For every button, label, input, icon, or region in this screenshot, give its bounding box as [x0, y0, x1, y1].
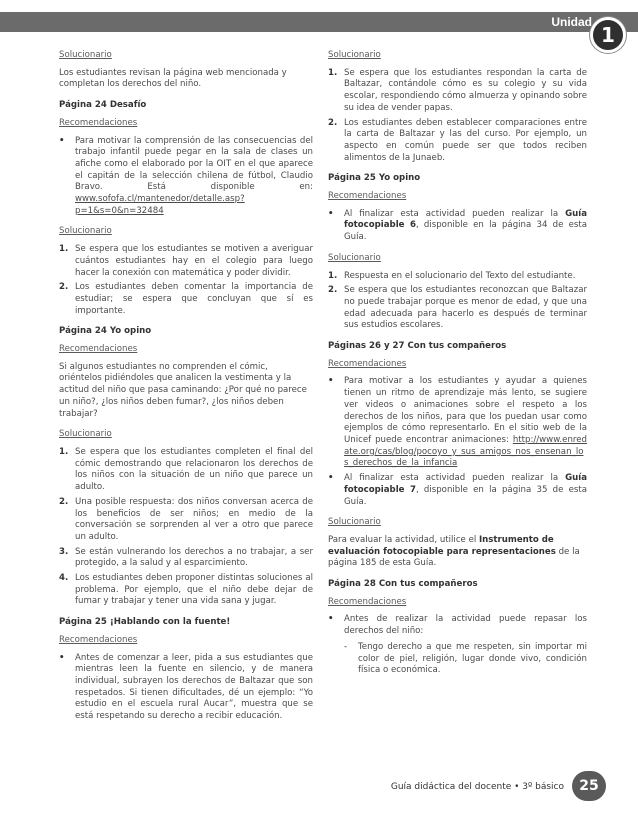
paragraph-text: Para evaluar la actividad, utilice el	[328, 534, 479, 545]
list-item-text: Respuesta en el solucionario del Texto del estudiante.	[344, 270, 576, 281]
list-item	[59, 653, 313, 723]
list-item-text: , disponible en la página 35 de esta Guía.	[344, 484, 588, 507]
list-item	[328, 376, 587, 470]
list-item-text: Antes de comenzar a leer, pida a sus estudiantes que mientras leen la fuente en silencio, y de manera individual, subrayen los derechos de Baltazar que son respetados. Si tienen dificultades, dé un ejemplo: “Yo estudio en el escuela rural Aucar”, muestra que se está respetando su derecho a recibir educación.	[75, 652, 313, 722]
bold-reference: Guía fotocopiable 7	[344, 473, 587, 495]
header-bar	[0, 12, 638, 32]
list-item-text: Se espera que los estudiantes reconozcan que Baltazar no puede trabajar porque es menor de edad, y que una edad adecuada para hacerlo es después de terminar sus estudios escolares.	[344, 285, 587, 331]
section-label: Solucionario	[328, 252, 381, 263]
list-item	[328, 68, 587, 115]
footer-text: Guía didáctica del docente • 3º básico	[390, 782, 564, 792]
list-item-text: Una posible respuesta: dos niños conversan acerca de los beneficios de ser niños; en medio de la conversación se sorprenden al ver a otro que parece un adulto.	[75, 496, 313, 542]
bullet-list	[328, 376, 587, 508]
list-item-text: Los estudiantes deben comentar la importancia de estudiar; se espera que concluyan que sí es importante.	[75, 282, 313, 316]
list-marker: 2.	[59, 282, 69, 293]
list-marker: 1.	[59, 244, 69, 255]
page-number: 25	[572, 771, 606, 801]
list-marker: 1.	[328, 67, 338, 78]
list-marker: 2.	[328, 117, 338, 128]
list-marker: •	[59, 135, 65, 146]
list-marker: •	[328, 376, 334, 387]
section-label: Solucionario	[328, 517, 381, 528]
paragraph-text: de la página 185 de esta Guía.	[328, 546, 580, 569]
list-item	[328, 614, 587, 677]
bullet-list	[328, 614, 587, 677]
list-item	[328, 118, 587, 165]
list-marker: •	[328, 614, 334, 625]
list-item	[328, 285, 587, 332]
list-marker: 1.	[59, 446, 69, 457]
bullet-list	[328, 209, 587, 244]
numbered-list	[59, 244, 313, 317]
list-item-text: Para motivar la comprensión de las consecuencias del trabajo infantil puede pegar en la sala de clases un afiche como el elaborado por la OIT en el que aparece el capitán de la selección chilena de fútbol, Claudio Bravo. Está disponible en:	[75, 135, 313, 193]
section-heading: Página 25 ¡Hablando con la fuente!	[59, 617, 231, 628]
list-item-text: Se están vulnerando los derechos a no trabajar, a ser protegido, a la salud y al esparcimiento.	[75, 546, 313, 569]
list-marker: 4.	[59, 573, 69, 584]
numbered-list	[328, 68, 587, 165]
list-marker: •	[328, 208, 334, 219]
list-item-text: Al finalizar esta actividad pueden realizar la	[344, 208, 566, 219]
right-column	[328, 50, 587, 686]
bullet-list	[59, 653, 313, 723]
list-item	[328, 271, 587, 283]
list-marker: 2.	[328, 285, 338, 296]
list-item-text: Los estudiantes deben proponer distintas soluciones al problema. Por ejemplo, que el niño debe dejar de fumar y trabajar y tener una vida sana y jugar.	[75, 573, 313, 607]
list-marker: 2.	[59, 496, 69, 507]
section-heading: Página 24 Yo opino	[59, 326, 152, 337]
reference-link[interactable]: www.sofofa.cl/mantenedor/detalle.asp?p=1&s=0&n=32484	[75, 194, 245, 216]
list-item-text: , disponible en la página 34 de esta Guía.	[344, 220, 588, 243]
section-heading: Página 24 Desafío	[59, 100, 147, 111]
list-marker: 3.	[59, 546, 69, 557]
list-item-text: Los estudiantes deben establecer comparaciones entre la carta de Baltazar y las del curso. Por ejemplo, un aspecto en común puede ser que todos reciben alimentos de la Junaeb.	[344, 117, 587, 163]
section-label: Solucionario	[59, 226, 112, 237]
sub-list	[344, 642, 587, 677]
list-item-text: Se espera que los estudiantes completen el final del cómic demostrando que relacionaron los derechos de los niños con la situación de un niño que parece un adulto.	[75, 446, 313, 493]
section-label: Recomendaciones	[328, 596, 407, 607]
bold-reference: Instrumento de evaluación fotocopiable para representaciones	[328, 534, 556, 557]
unit-label: Unidad	[551, 15, 592, 29]
section-label: Recomendaciones	[328, 191, 407, 202]
list-item-text: Se espera que los estudiantes respondan la carta de Baltazar, contándole cómo es su colegio y su vida escolar, respondiendo cómo almuerza y opinando sobre su idea de vender papas.	[344, 67, 587, 113]
list-marker: •	[59, 652, 65, 663]
list-item-text: Antes de realizar la actividad puede repasar los derechos del niño:	[344, 614, 587, 637]
paragraph	[328, 535, 587, 570]
section-label: Recomendaciones	[59, 634, 138, 645]
list-item	[59, 547, 313, 570]
list-item	[59, 136, 313, 218]
bullet-list	[59, 136, 313, 218]
unit-number-badge: 1	[590, 17, 626, 53]
list-marker: -	[344, 641, 348, 652]
section-heading: Página 25 Yo opino	[328, 173, 421, 184]
paragraph: Los estudiantes revisan la página web mencionada y completan los derechos del niño.	[59, 67, 287, 90]
left-column	[59, 50, 313, 732]
numbered-list	[328, 271, 587, 333]
list-item	[59, 447, 313, 494]
list-item-text: Para motivar a los estudiantes y ayudar a quienes tienen un ritmo de aprendizaje más lento, se sugiere ver videos o animaciones sobre el respeto a los derechos de los niños, para que los puedan usar como ejemplos de cómo representarlo. En el sitio web de la Unicef puede encontrar animaciones:	[344, 376, 587, 445]
section-label: Solucionario	[59, 50, 112, 60]
section-label: Recomendaciones	[59, 117, 138, 128]
paragraph: Si algunos estudiantes no comprenden el cómic, oriéntelos pidiéndoles que analicen la vestimenta y la actitud del niño que pasa caminando: ¿Por qué no parece un niño?, ¿los niños deben fumar?, ¿los niños deben trabajar?	[59, 361, 307, 419]
list-item	[328, 473, 587, 508]
list-item	[59, 573, 313, 608]
list-marker: 1.	[328, 270, 338, 281]
sub-list-item	[344, 642, 587, 677]
section-label: Recomendaciones	[328, 358, 407, 369]
section-label: Recomendaciones	[59, 344, 138, 355]
list-item	[328, 209, 587, 244]
reference-link[interactable]: http://www.enredate.org/cas/blog/pocoyo_y_sus_amigos_nos_ensenan_los_derechos_de_la_infancia	[344, 434, 587, 469]
numbered-list	[59, 447, 313, 608]
section-heading: Páginas 26 y 27 Con tus compañeros	[328, 341, 507, 352]
list-item-text: Tengo derecho a que me respeten, sin importar mi color de piel, religión, lugar donde vivo, condición física o económica.	[358, 641, 587, 676]
list-item	[59, 244, 313, 279]
list-marker: •	[328, 473, 334, 484]
list-item-text: Se espera que los estudiantes se motiven a averiguar cuántos estudiantes hay en el colegio para luego hacer la conexión con matemática y poder dividir.	[75, 244, 313, 278]
list-item	[59, 497, 313, 544]
section-label: Solucionario	[328, 50, 381, 60]
section-label: Solucionario	[59, 429, 112, 440]
list-item	[59, 282, 313, 317]
section-heading: Página 28 Con tus compañeros	[328, 579, 478, 590]
list-item-text: Al finalizar esta actividad pueden realizar la	[344, 473, 566, 484]
bold-reference: Guía fotocopiable 6	[344, 208, 587, 231]
